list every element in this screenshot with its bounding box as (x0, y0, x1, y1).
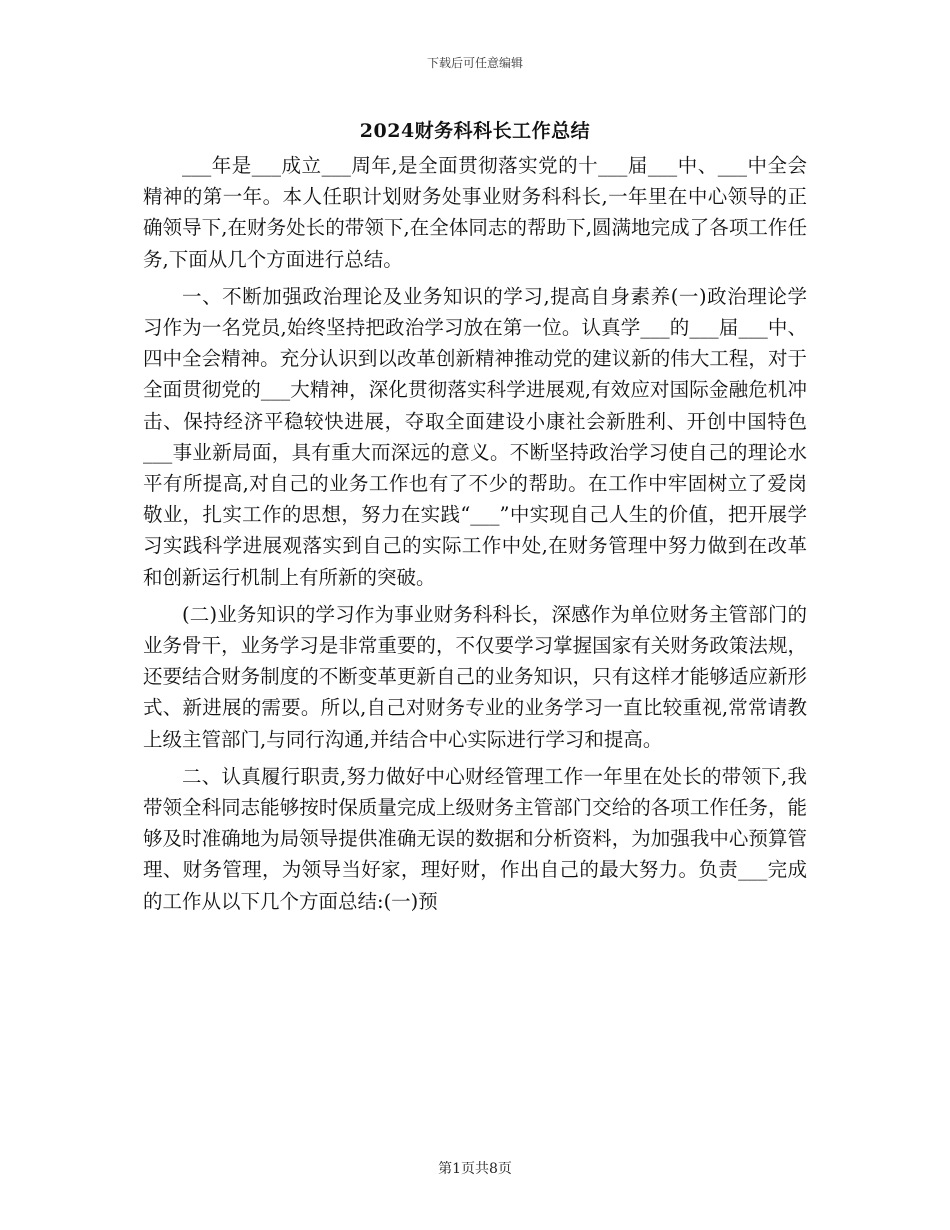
paragraph-intro: ___年是___成立___周年,是全面贯彻落实党的十___届___中、___中全会精神的第一年。本人任职计划财务处事业财务科科长,一年里在中心领导的正确领导下,在财务处长的带领下,在全体同志的帮助下,圆满地完成了各项工作任务,下面从几个方面进行总结。 (143, 154, 807, 271)
paragraph-duties: 二、认真履行职责,努力做好中心财经管理工作一年里在处长的带领下,我带领全科同志能够按时保质量完成上级财务主管部门交给的各项工作任务，能够及时准确地为局领导提供准确无误的数据和分析资料，为加强我中心预算管理、财务管理，为领导当好家，理好财，作出自己的最大努力。负责___完成的工作从以下几个方面总结:(一)预 (143, 764, 807, 913)
document-title: 2024财务科科长工作总结 (359, 120, 591, 142)
paragraph-political-study: 一、不断加强政治理论及业务知识的学习,提高自身素养(一)政治理论学习作为一名党员,始终坚持把政治学习放在第一位。认真学___的___届___中、四中全会精神。充分认识到以改革创新精神推动党的建议新的伟大工程，对于全面贯彻党的___大精神，深化贯彻落实科学进展观,有效应对国际金融危机冲击、保持经济平稳较快进展，夺取全面建设小康社会新胜利、开创中国特色___事业新局面，具有重大而深远的意义。不断坚持政治学习使自己的理论水平有所提高,对自己的业务工作也有了不少的帮助。在工作中牢固树立了爱岗敬业，扎实工作的思想，努力在实践“___”中实现自己人生的价值，把开展学习实践科学进展观落实到自己的实际工作中处,在财务管理中努力做到在改革和创新运行机制上有所新的突破。 (143, 284, 807, 589)
document-body (143, 150, 807, 917)
paragraph-business-study: (二)业务知识的学习作为事业财务科科长，深感作为单位财务主管部门的业务骨干，业务学习是非常重要的，不仅要学习掌握国家有关财务政策法规，还要结合财务制度的不断变革更新自己的业务知识，只有这样才能够适应新形式、新进展的需要。所以,自己对财务专业的业务学习一直比较重视,常常请教上级主管部门,与同行沟通,并结合中心实际进行学习和提高。 (143, 602, 807, 751)
download-note: 下载后可任意编辑 (426, 56, 523, 70)
page-number: 第1页共8页 (438, 1161, 512, 1177)
